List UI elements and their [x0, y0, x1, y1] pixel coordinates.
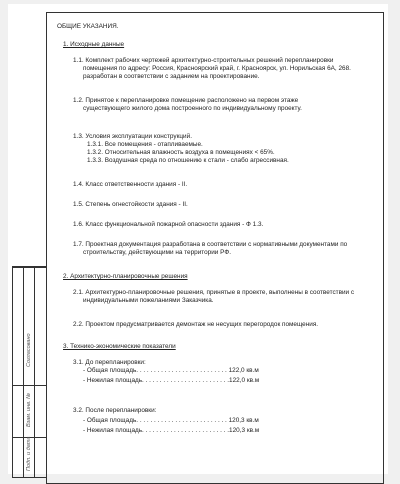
side-stamp [12, 266, 47, 478]
stamp-divider [34, 267, 35, 477]
sheet-frame [46, 12, 384, 484]
para-1-3-1: 1.3.1. Все помещения - отапливаемые. [87, 141, 203, 148]
para-2-1-line2: индивидуальными пожеланиями Заказчика. [83, 297, 214, 304]
para-1-7-line2: строительству, действующими на территории РФ. [83, 249, 231, 256]
para-1-1: 1.1. Комплект рабочих чертежей архитектурно-строительных решений перепланировки [73, 57, 334, 64]
area-after-total: - Общая площадь. . . . . . . . . . . . . . . . . . . . . . . . . . 120,3 кв.м [83, 417, 259, 424]
para-2-1: 2.1. Архитектурно-планировочные решения, принятые в проекте, выполнены в соответствии с [73, 289, 355, 296]
area-before-total: - Общая площадь. . . . . . . . . . . . . . . . . . . . . . . . . . 122,0 кв.м [83, 367, 259, 374]
para-1-7: 1.7. Проектная документация разработана в соответствии с нормативными документами по [73, 241, 348, 248]
para-3-1: 3.1. До перепланировки: [73, 359, 146, 366]
stamp-divider [23, 267, 24, 477]
para-2-2: 2.2. Проектом предусматривается демонтаж не несущих перегородок помещения. [73, 321, 319, 328]
para-1-1-line3: разработан в соответствии с заданием на проектирование. [83, 73, 260, 80]
section-2-heading: 2. Архитектурно-планировочные решения [63, 273, 188, 280]
stamp-agreed-label: Согласовано [26, 333, 32, 367]
para-1-1-line2: помещения по адресу: Россия, Красноярский край, г. Красноярск, ул. Норильская 6А, 268. [83, 65, 351, 72]
para-1-2-line2: существующего жилого дома построенного по индивидуальному проекту. [83, 105, 302, 112]
stamp-signature-label: Подп. и дата [26, 436, 32, 471]
para-1-5: 1.5. Степень огнестойкости здания - II. [73, 201, 188, 208]
notes-title: ОБЩИЕ УКАЗАНИЯ. [57, 23, 119, 30]
stamp-inventory-label: Взам. инв. № [26, 392, 32, 427]
para-1-3-2: 1.3.2. Относительная влажность воздуха в помещениях < 65%. [87, 149, 275, 156]
stamp-divider [13, 385, 47, 386]
para-1-3: 1.3. Условия эксплуатации конструкций. [73, 133, 192, 140]
stamp-divider [13, 267, 47, 268]
area-before-nonresidential: - Нежилая площадь. . . . . . . . . . . . . . . . . . . . . . . . .122,0 кв.м [83, 377, 260, 384]
section-3-heading: 3. Технико-экономические показатели [63, 343, 176, 350]
para-3-2: 3.2. После перепланировки: [73, 407, 157, 414]
para-1-6: 1.6. Класс функциональной пожарной опасности здания - Ф 1.3. [73, 221, 264, 228]
drawing-sheet [8, 4, 388, 474]
para-1-2: 1.2. Принятое к перепланировке помещение расположено на первом этаже [73, 97, 299, 104]
area-after-nonresidential: - Нежилая площадь. . . . . . . . . . . . . . . . . . . . . . . . .120,3 кв.м [83, 427, 260, 434]
para-1-4: 1.4. Класс ответственности здания - II. [73, 181, 188, 188]
section-1-heading: 1. Исходные данные [63, 41, 125, 48]
para-1-3-3: 1.3.3. Воздушная среда по отношению к стали - слабо агрессивная. [87, 157, 289, 164]
